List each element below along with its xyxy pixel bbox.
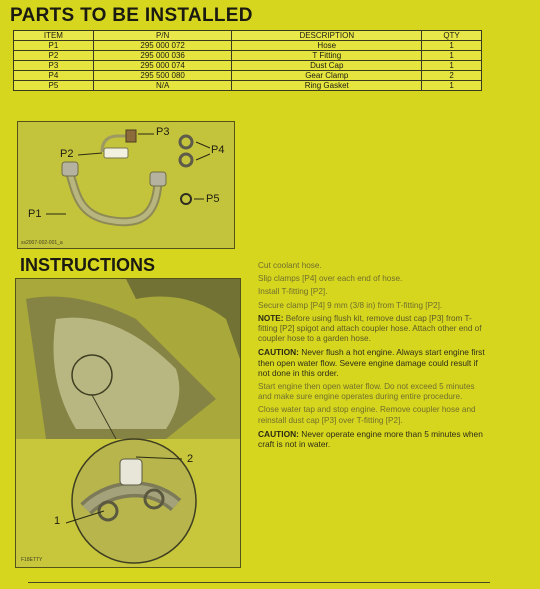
dust-cap-shape [126,130,136,142]
parts-photo [17,121,235,249]
cell-item: P3 [14,61,94,71]
callout-1: 1 [54,515,61,527]
cell-pn: 295 000 036 [93,51,232,61]
caution-block [258,429,488,450]
cell-pn: 295 500 080 [93,71,232,81]
step-text: Slip clamps [P4] over each end of hose. [258,274,403,284]
caution-text: Never flush a hot engine. Always start engine first then open water flow. Severe engine damage could result if not done in this order. [258,347,485,379]
label-p3: P3 [156,126,170,138]
cell-pn: 295 000 074 [93,61,232,71]
cell-qty: 1 [422,51,482,61]
cell-pn: 295 000 072 [93,41,232,51]
step-text: Install T-fitting [P2]. [258,287,328,297]
parts-illustration [18,122,234,248]
caution-text: Never operate engine more than 5 minutes when craft is not in water. [258,428,483,450]
step-text: Close water tap and stop engine. Remove coupler hose and reinstall dust cap [P3] over T-fitting [P2]. [258,405,476,425]
table-row [14,41,482,51]
caution-label: CAUTION: [258,347,299,358]
caution-block [258,347,488,379]
step-text: Cut coolant hose. [258,261,322,270]
col-header-item: ITEM [14,31,94,41]
col-header-qty: QTY [422,31,482,41]
step-text: Secure clamp [P4] 9 mm (3/8 in) from T-fitting [P2]. [258,300,443,310]
cell-qty: 1 [422,41,482,51]
col-header-pn: P/N [93,31,232,41]
callout-2: 2 [187,453,194,465]
label-p4: P4 [211,144,225,156]
footer-divider [28,582,490,583]
cell-qty: 2 [422,71,482,81]
parts-table [13,30,482,91]
cell-pn: N/A [93,81,232,91]
caution-label: CAUTION: [258,428,299,439]
cell-description: Ring Gasket [232,81,422,91]
engine-photo [15,278,241,568]
note-text: Before using flush kit, remove dust cap [P3] from T-fitting [P2] spigot and attach coupler hose. Attach other end of coupler hose to a garden hose. [258,313,482,344]
cell-description: T Fitting [232,51,422,61]
cell-item: P2 [14,51,94,61]
note-label: NOTE: [258,313,284,323]
col-header-description: DESCRIPTION [232,31,422,41]
label-p1: P1 [28,208,42,220]
table-row [14,71,482,81]
cell-item: P5 [14,81,94,91]
cell-description: Hose [232,41,422,51]
fitting-shape [120,459,142,485]
photo-caption: F18ETTY [21,557,43,563]
cell-description: Gear Clamp [232,71,422,81]
cell-item: P1 [14,41,94,51]
label-p2: P2 [60,148,74,160]
cell-description: Dust Cap [232,61,422,71]
table-row [14,61,482,71]
cell-item: P4 [14,71,94,81]
cell-qty: 1 [422,81,482,91]
table-row [14,51,482,61]
parts-heading: PARTS TO BE INSTALLED [10,5,253,26]
cell-qty: 1 [422,61,482,71]
instructions-heading: INSTRUCTIONS [20,255,155,275]
instruction-steps [258,261,488,453]
photo-caption: ss2007-002-001_a [21,240,63,246]
note-block [258,314,488,345]
table-row [14,81,482,91]
step-text: Start engine then open water flow. Do not exceed 5 minutes and make sure engine operates during entire procedure. [258,381,475,402]
table-header-row [14,31,482,41]
engine-illustration [16,279,240,567]
label-p5: P5 [206,193,220,205]
